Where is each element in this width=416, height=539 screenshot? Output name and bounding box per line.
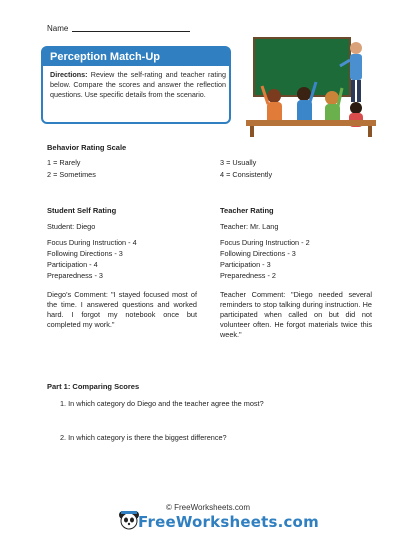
name-field-row: [47, 24, 190, 33]
self-rating-line: Preparedness - 3: [47, 271, 103, 280]
teacher-comment: Teacher Comment: "Diego needed several reminders to stop talking during instruction. He participated when called on but did not volunteer often. He forgot materials twice this week.": [220, 290, 372, 339]
panda-logo-icon: [118, 510, 140, 530]
teacher-rating-line: Participation - 3: [220, 260, 271, 269]
part1-title: Part 1: Comparing Scores: [47, 382, 140, 391]
footer-brand-logo[interactable]: FreeWorksheets.com: [138, 513, 319, 531]
question-2: 2. In which category is there the biggest difference?: [60, 433, 227, 442]
footer-copyright: © FreeWorksheets.com: [166, 503, 250, 512]
question-1: 1. In which category do Diego and the teacher agree the most?: [60, 399, 264, 408]
scale-item: 3 = Usually: [220, 158, 257, 167]
directions-text: [50, 70, 226, 100]
name-line[interactable]: [72, 31, 190, 32]
self-rating-title: Student Self Rating: [47, 206, 117, 215]
directions-box: [41, 46, 231, 124]
teacher-rating-line: Focus During Instruction - 2: [220, 238, 310, 247]
classroom-illustration: [236, 34, 376, 137]
scale-item: 1 = Rarely: [47, 158, 81, 167]
teacher-rating-title: Teacher Rating: [220, 206, 274, 215]
scale-item: 4 = Consistently: [220, 170, 273, 179]
teacher-rating-line: Preparedness - 2: [220, 271, 276, 280]
scale-item: 2 = Sometimes: [47, 170, 96, 179]
self-rating-line: Participation - 4: [47, 260, 98, 269]
directions-body: Review the self-rating and teacher rating below. Compare the scores and answer the reflection questions. Use specific details from the scenario.: [50, 70, 226, 99]
self-rating-line: Following Directions - 3: [47, 249, 123, 258]
teacher-name: Teacher: Mr. Lang: [220, 222, 279, 231]
directions-label: Directions:: [50, 70, 88, 79]
name-label: Name: [47, 24, 69, 33]
scale-title: Behavior Rating Scale: [47, 143, 127, 152]
student-comment: Diego's Comment: "I stayed focused most of the time. I answered questions and worked hard. I forgot my notebook once but completed my work.": [47, 290, 197, 329]
teacher-rating-line: Following Directions - 3: [220, 249, 296, 258]
self-rating-line: Focus During Instruction - 4: [47, 238, 137, 247]
student-name: Student: Diego: [47, 222, 96, 231]
worksheet-title: Perception Match-Up: [43, 48, 229, 66]
